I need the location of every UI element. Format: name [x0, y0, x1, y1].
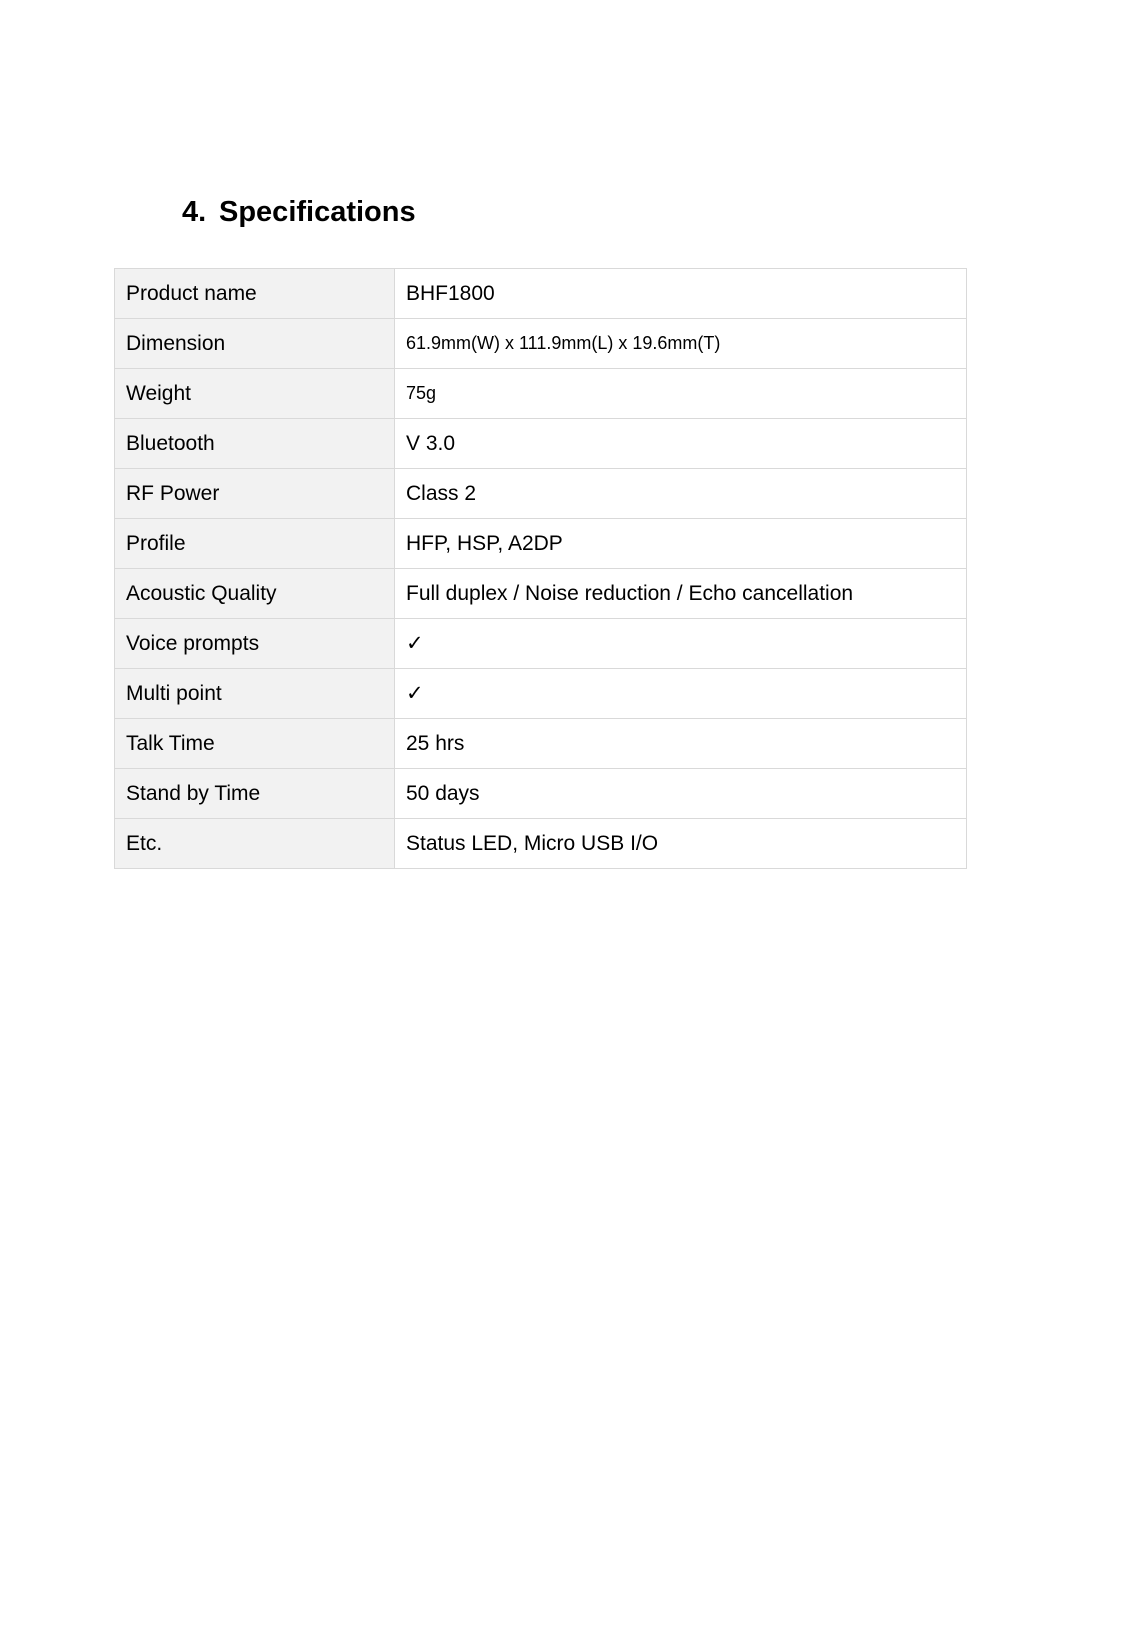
spec-value: Full duplex / Noise reduction / Echo cancellation	[395, 569, 967, 619]
checkmark-icon: ✓	[395, 669, 967, 719]
spec-value: BHF1800	[395, 269, 967, 319]
spec-label: Stand by Time	[115, 769, 395, 819]
table-row	[115, 669, 967, 719]
spec-label: Etc.	[115, 819, 395, 869]
table-row	[115, 719, 967, 769]
spec-value: 25 hrs	[395, 719, 967, 769]
table-row	[115, 319, 967, 369]
spec-label: RF Power	[115, 469, 395, 519]
spec-label: Weight	[115, 369, 395, 419]
checkmark-icon: ✓	[395, 619, 967, 669]
section-heading	[182, 190, 416, 234]
specifications-table	[114, 268, 967, 869]
spec-value: 50 days	[395, 769, 967, 819]
section-title: Specifications	[219, 196, 416, 228]
section-number: 4.	[182, 196, 207, 228]
spec-value: 61.9mm(W) x 111.9mm(L) x 19.6mm(T)	[395, 319, 967, 369]
table-row	[115, 619, 967, 669]
spec-label: Acoustic Quality	[115, 569, 395, 619]
spec-label: Bluetooth	[115, 419, 395, 469]
table-row	[115, 369, 967, 419]
table-row	[115, 519, 967, 569]
spec-value: HFP, HSP, A2DP	[395, 519, 967, 569]
spec-value: V 3.0	[395, 419, 967, 469]
spec-label: Talk Time	[115, 719, 395, 769]
spec-label: Profile	[115, 519, 395, 569]
spec-label: Product name	[115, 269, 395, 319]
spec-label: Voice prompts	[115, 619, 395, 669]
table-row	[115, 469, 967, 519]
table-row	[115, 419, 967, 469]
spec-value: Status LED, Micro USB I/O	[395, 819, 967, 869]
spec-label: Dimension	[115, 319, 395, 369]
table-row	[115, 769, 967, 819]
table-row	[115, 819, 967, 869]
spec-value: Class 2	[395, 469, 967, 519]
spec-value: 75g	[395, 369, 967, 419]
table-row	[115, 269, 967, 319]
spec-label: Multi point	[115, 669, 395, 719]
table-row	[115, 569, 967, 619]
